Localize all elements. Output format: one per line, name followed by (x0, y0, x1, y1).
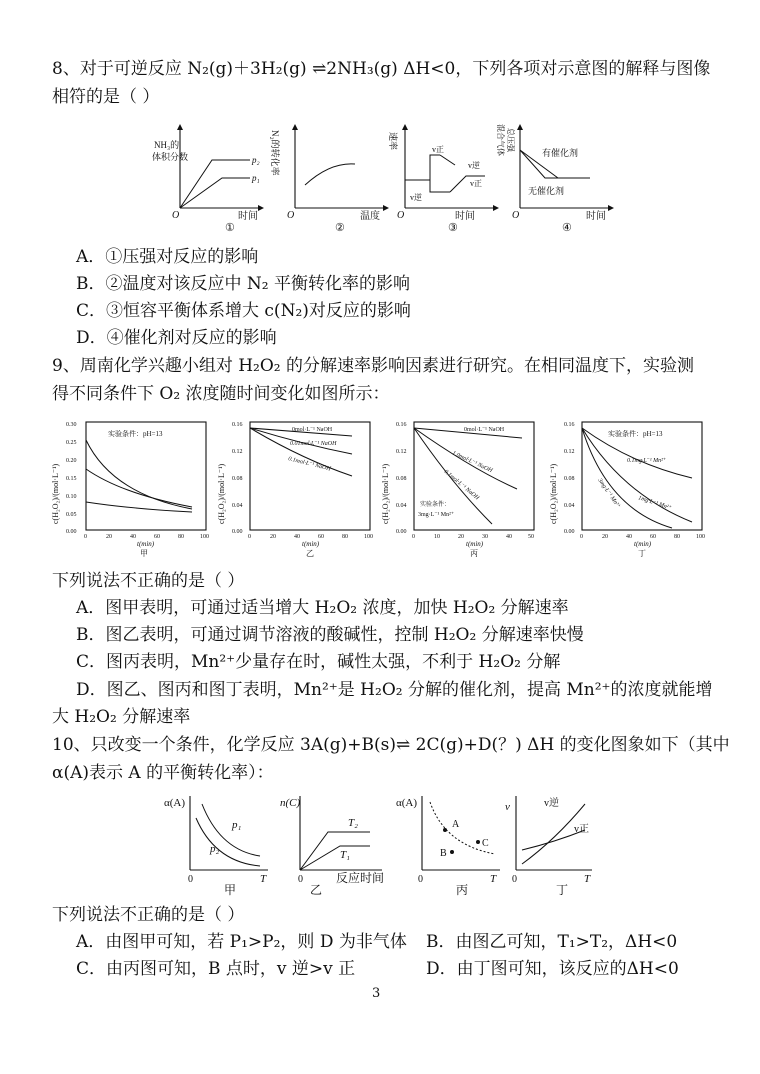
svg-text:C: C (482, 838, 489, 849)
svg-text:O: O (287, 210, 295, 221)
svg-text:0.00: 0.00 (564, 529, 575, 535)
q10-fig-bing (396, 796, 500, 897)
svg-text:A: A (452, 819, 460, 830)
svg-text:100: 100 (364, 534, 373, 540)
svg-text:v逆: v逆 (468, 161, 480, 170)
svg-text:丙: 丙 (470, 549, 478, 558)
q10-fig-jia (164, 796, 268, 897)
svg-text:NH₃的: NH₃的 (154, 140, 180, 150)
svg-text:T₂: T₂ (348, 817, 358, 829)
svg-text:20: 20 (270, 534, 276, 540)
svg-text:0.04: 0.04 (232, 503, 243, 509)
q8-fig4 (496, 124, 614, 234)
svg-text:40: 40 (626, 534, 632, 540)
svg-text:0.12: 0.12 (232, 449, 243, 455)
svg-text:0: 0 (84, 534, 87, 540)
svg-text:40: 40 (130, 534, 136, 540)
svg-text:p₁: p₁ (232, 819, 242, 831)
svg-text:0.16: 0.16 (564, 422, 575, 428)
svg-text:60: 60 (318, 534, 324, 540)
svg-text:0.16: 0.16 (396, 422, 407, 428)
svg-text:B: B (440, 848, 447, 859)
svg-text:v正: v正 (432, 145, 444, 154)
q9-option-d: D．图乙、图丙和图丁表明，Mn²⁺是 H₂O₂ 分解的催化剂，提高 Mn²⁺的浓度就能增 (76, 680, 713, 700)
q8-stem-line2: 相符的是（ ） (52, 87, 160, 107)
svg-text:c(H₂O₂)/(mol·L⁻¹): c(H₂O₂)/(mol·L⁻¹) (381, 463, 390, 524)
q10-option-b: B．由图乙可知，T₁>T₂，ΔH<0 (426, 932, 678, 952)
svg-text:c(H₂O₂)/(mol·L⁻¹): c(H₂O₂)/(mol·L⁻¹) (217, 463, 226, 524)
svg-text:0: 0 (512, 874, 517, 885)
svg-text:0.00: 0.00 (396, 529, 407, 535)
page-number: 3 (372, 986, 381, 1001)
svg-text:时间: 时间 (586, 211, 606, 222)
q10-fig-yi (280, 796, 384, 897)
svg-text:3mg·L⁻¹ Mn²⁺: 3mg·L⁻¹ Mn²⁺ (596, 477, 622, 510)
svg-text:0.12: 0.12 (396, 449, 407, 455)
svg-text:0: 0 (248, 534, 251, 540)
svg-text:温度: 温度 (360, 211, 380, 222)
svg-text:p₂: p₂ (210, 843, 220, 855)
q8-option-d: D．④催化剂对反应的影响 (76, 328, 277, 348)
svg-text:0.10: 0.10 (66, 494, 77, 500)
svg-text:混合气体: 混合气体 (496, 124, 505, 156)
svg-text:p₁: p₁ (252, 173, 260, 183)
svg-text:100: 100 (696, 534, 705, 540)
svg-text:实验条件：pH=13: 实验条件：pH=13 (108, 430, 163, 438)
svg-text:0.30: 0.30 (66, 422, 77, 428)
svg-text:O: O (512, 210, 520, 221)
svg-text:v逆: v逆 (410, 193, 422, 202)
svg-text:T: T (260, 873, 267, 885)
svg-text:①: ① (225, 222, 235, 234)
svg-text:t(min): t(min) (634, 540, 652, 548)
svg-text:速率: 速率 (388, 132, 398, 151)
svg-text:0.1mol·L⁻¹ NaOH: 0.1mol·L⁻¹ NaOH (442, 468, 480, 502)
q10-stem-line2: α(A)表示 A 的平衡转化率）： (52, 763, 274, 783)
svg-text:50: 50 (528, 534, 534, 540)
q9-chart-jia (51, 422, 209, 558)
svg-text:0mol·L⁻¹ NaOH: 0mol·L⁻¹ NaOH (292, 427, 333, 433)
svg-text:30: 30 (482, 534, 488, 540)
svg-text:0.08: 0.08 (396, 476, 407, 482)
svg-text:0: 0 (298, 874, 303, 885)
svg-text:实验条件：: 实验条件： (420, 502, 451, 508)
svg-text:0.12: 0.12 (564, 449, 575, 455)
svg-text:c(H₂O₂)/(mol·L⁻¹): c(H₂O₂)/(mol·L⁻¹) (51, 463, 60, 524)
q8-stem-line1: 8、对于可逆反应 N₂(g)＋3H₂(g) ⇌2NH₃(g) ΔH<0，下列各项对示意图的解释与图像 (52, 59, 711, 79)
svg-text:0: 0 (412, 534, 415, 540)
q9-option-a: A．图甲表明，可通过适当增大 H₂O₂ 浓度，加快 H₂O₂ 分解速率 (76, 598, 569, 618)
svg-text:100: 100 (200, 534, 209, 540)
svg-text:T: T (584, 873, 591, 885)
q9-charts (52, 414, 708, 562)
svg-text:反应时间: 反应时间 (336, 871, 385, 885)
svg-text:1.0mol·L⁻¹ NaOH: 1.0mol·L⁻¹ NaOH (451, 450, 494, 475)
svg-text:T₁: T₁ (340, 849, 350, 861)
svg-text:p₂: p₂ (252, 155, 260, 165)
svg-text:t(min): t(min) (302, 540, 320, 548)
svg-text:无催化剂: 无催化剂 (528, 186, 565, 196)
svg-text:0: 0 (580, 534, 583, 540)
svg-text:3mg·L⁻¹ Mn²⁺: 3mg·L⁻¹ Mn²⁺ (418, 512, 455, 518)
svg-text:时间: 时间 (455, 211, 475, 222)
svg-text:有催化剂: 有催化剂 (542, 148, 579, 158)
q10-fig-ding (505, 796, 592, 897)
svg-text:0mol·L⁻¹ NaOH: 0mol·L⁻¹ NaOH (464, 427, 505, 433)
svg-text:0.15: 0.15 (66, 476, 77, 482)
svg-text:t(min): t(min) (466, 540, 484, 548)
svg-text:20: 20 (106, 534, 112, 540)
svg-text:v逆: v逆 (544, 798, 559, 809)
svg-text:0.05: 0.05 (66, 512, 77, 518)
q9-option-c: C．图丙表明，Mn²⁺少量存在时，碱性太强，不利于 H₂O₂ 分解 (76, 652, 561, 672)
q8-option-a: A．①压强对反应的影响 (76, 247, 259, 267)
q9-chart-yi (217, 422, 373, 558)
svg-text:③: ③ (448, 222, 458, 234)
svg-text:0.25: 0.25 (66, 440, 77, 446)
q10-stem-line1: 10、只改变一个条件，化学反应 3A(g)+B(s)⇌ 2C(g)+D(？) ΔH 的变化图象如下（其中 (52, 735, 730, 755)
svg-text:c(H₂O₂)/(mol·L⁻¹): c(H₂O₂)/(mol·L⁻¹) (549, 463, 558, 524)
svg-text:0.04: 0.04 (396, 503, 407, 509)
svg-text:0.08: 0.08 (564, 476, 575, 482)
q8-option-c: C．③恒容平衡体系增大 c(N₂)对反应的影响 (76, 301, 411, 321)
svg-text:②: ② (335, 222, 345, 234)
svg-text:乙: 乙 (310, 883, 323, 897)
q9-stem-line2: 得不同条件下 O₂ 浓度随时间变化如图所示： (52, 384, 390, 404)
q9-chart-ding (549, 422, 705, 558)
svg-text:0.1mg·L⁻¹ Mn²⁺: 0.1mg·L⁻¹ Mn²⁺ (627, 458, 667, 464)
q8-fig2 (270, 124, 389, 234)
q9-option-b: B．图乙表明，可通过调节溶液的酸碱性，控制 H₂O₂ 分解速率快慢 (76, 625, 584, 645)
svg-text:v: v (505, 801, 510, 813)
q8-fig3 (388, 124, 499, 234)
svg-text:t(min): t(min) (137, 540, 155, 548)
svg-text:乙: 乙 (306, 549, 314, 558)
svg-text:0.16: 0.16 (232, 422, 243, 428)
svg-text:0.00: 0.00 (66, 529, 77, 535)
svg-text:α(A): α(A) (164, 797, 186, 809)
svg-text:α(A): α(A) (396, 797, 418, 809)
svg-text:20: 20 (602, 534, 608, 540)
q10-ask: 下列说法不正确的是（ ） (52, 905, 245, 925)
svg-text:80: 80 (674, 534, 680, 540)
svg-text:0.00: 0.00 (232, 529, 243, 535)
svg-text:80: 80 (178, 534, 184, 540)
svg-text:0.20: 0.20 (66, 458, 77, 464)
q8-figures (150, 120, 620, 235)
svg-text:1mg·L⁻¹ Mn²⁺: 1mg·L⁻¹ Mn²⁺ (637, 495, 673, 512)
q8-fig1 (152, 124, 264, 234)
svg-text:v正: v正 (574, 824, 589, 835)
q9-ask: 下列说法不正确的是（ ） (52, 571, 245, 591)
q10-option-d: D．由丁图可知，该反应的ΔH<0 (426, 959, 679, 979)
svg-text:0.04: 0.04 (564, 503, 575, 509)
q9-stem-line1: 9、周南化学兴趣小组对 H₂O₂ 的分解速率影响因素进行研究。在相同温度下，实验测 (52, 356, 695, 376)
q9-option-d-cont: 大 H₂O₂ 分解速率 (52, 707, 191, 727)
svg-text:丁: 丁 (638, 549, 646, 558)
q10-option-c: C．由丙图可知，B 点时，v 逆>v 正 (76, 959, 356, 979)
svg-text:80: 80 (342, 534, 348, 540)
svg-text:总压强: 总压强 (506, 128, 515, 152)
svg-text:60: 60 (650, 534, 656, 540)
svg-text:T: T (490, 873, 497, 885)
svg-text:④: ④ (562, 222, 572, 234)
svg-text:0.1mol·L⁻¹ NaOH: 0.1mol·L⁻¹ NaOH (287, 456, 332, 473)
svg-text:v正: v正 (470, 179, 482, 188)
svg-text:0: 0 (188, 874, 193, 885)
svg-text:时间: 时间 (238, 211, 258, 222)
q9-chart-bing (381, 422, 534, 558)
svg-text:20: 20 (458, 534, 464, 540)
svg-text:N₂的转化率: N₂的转化率 (270, 130, 280, 176)
svg-text:0.08: 0.08 (232, 476, 243, 482)
svg-text:n(C): n(C) (280, 797, 301, 809)
svg-text:O: O (172, 210, 180, 221)
svg-text:0.01mol·L⁻¹ NaOH: 0.01mol·L⁻¹ NaOH (290, 441, 337, 447)
svg-text:0: 0 (418, 874, 423, 885)
svg-text:实验条件：pH=13: 实验条件：pH=13 (608, 430, 663, 438)
svg-text:10: 10 (434, 534, 440, 540)
svg-text:60: 60 (154, 534, 160, 540)
svg-text:丁: 丁 (556, 883, 569, 897)
svg-text:甲: 甲 (140, 549, 148, 558)
svg-text:40: 40 (506, 534, 512, 540)
q10-figures (160, 790, 600, 900)
svg-text:甲: 甲 (224, 883, 237, 897)
q10-option-a: A．由图甲可知，若 P₁>P₂，则 D 为非气体 (76, 932, 407, 952)
svg-text:O: O (397, 210, 405, 221)
svg-text:丙: 丙 (456, 883, 469, 897)
q8-option-b: B．②温度对该反应中 N₂ 平衡转化率的影响 (76, 274, 410, 294)
svg-text:体积分数: 体积分数 (152, 152, 189, 162)
svg-text:40: 40 (294, 534, 300, 540)
